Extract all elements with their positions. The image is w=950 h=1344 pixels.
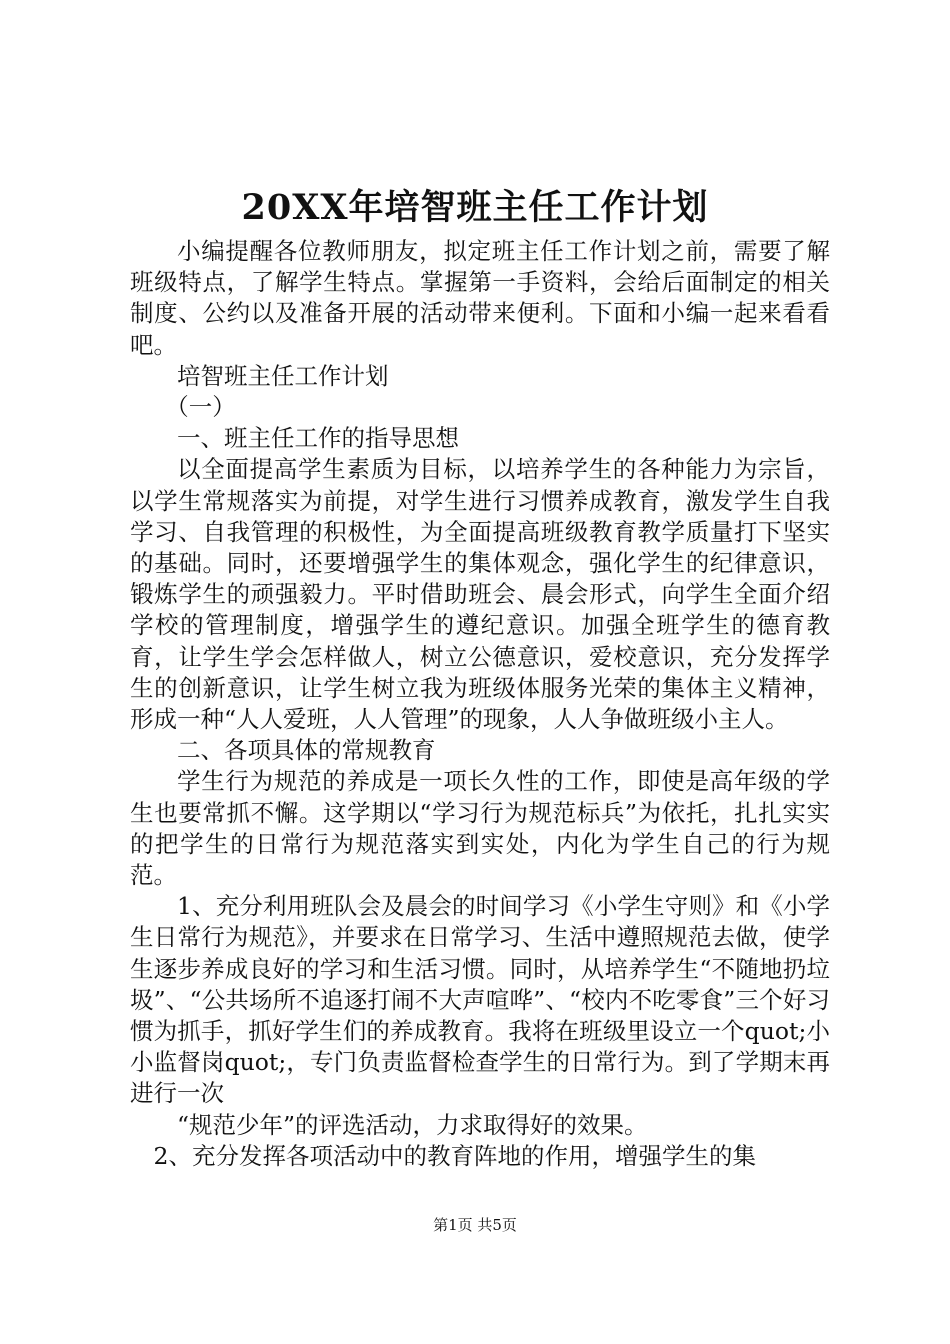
section-heading-routine-education: 二、各项具体的常规教育 [177, 736, 436, 765]
page-footer: 第1页 共5页 [433, 1216, 517, 1234]
document-body [130, 236, 830, 1172]
item-2-paragraph: 2、充分发挥各项活动中的教育阵地的作用，增强学生的集 [153, 1141, 756, 1170]
guiding-thought-paragraph: 以全面提高学生素质为目标，以培养学生的各种能力为宗旨，以学生常规落实为前提，对学生进行习惯养成教育，激发学生自我学习、自我管理的积极性，为全面提高班级教育教学质量打下坚实的基础。同时，还要增强学生的集体观念，强化学生的纪律意识，锻炼学生的顽强毅力。平时借助班会、晨会形式，向学生全面介绍学校的管理制度，增强学生的遵纪意识。加强全班学生的德育教育，让学生学会怎样做人，树立公德意识，爱校意识，充分发挥学生的创新意识，让学生树立我为班级体服务光荣的集体主义精神，形成一种“人人爱班，人人管理”的现象，人人争做班级小主人。 [130, 455, 830, 734]
document-title: 20XX年培智班主任工作计划 [241, 187, 709, 228]
subtitle-paragraph: 培智班主任工作计划 [177, 361, 389, 390]
section-heading-guiding-thought: 一、班主任工作的指导思想 [177, 424, 459, 453]
item-1-continuation: “规范少年”的评选活动，力求取得好的效果。 [177, 1110, 648, 1139]
item-1-paragraph: 1、充分利用班队会及晨会的时间学习《小学生守则》和《小学生日常行为规范》，并要求在日常学习、生活中遵照规范去做，使学生逐步养成良好的学习和生活习惯。同时，从培养学生“不随地扔垃圾”、“公共场所不追逐打闹不大声喧哗”、“校内不吃零食”三个好习惯为抓手，抓好学生们的养成教育。我将在班级里设立一个quot;小小监督岗quot;，专门负责监督检查学生的日常行为。到了学期末再进行一次 [130, 892, 830, 1108]
intro-paragraph: 小编提醒各位教师朋友，拟定班主任工作计划之前，需要了解班级特点，了解学生特点。掌握第一手资料，会给后面制定的相关制度、公约以及准备开展的活动带来便利。下面和小编一起来看看吧。 [130, 237, 830, 359]
section-number: （一） [165, 393, 236, 422]
behavior-norms-paragraph: 学生行为规范的养成是一项长久性的工作，即使是高年级的学生也要常抓不懈。这学期以“学习行为规范标兵”为依托，扎扎实实的把学生的日常行为规范落实到实处，内化为学生自己的行为规范。 [130, 767, 830, 890]
